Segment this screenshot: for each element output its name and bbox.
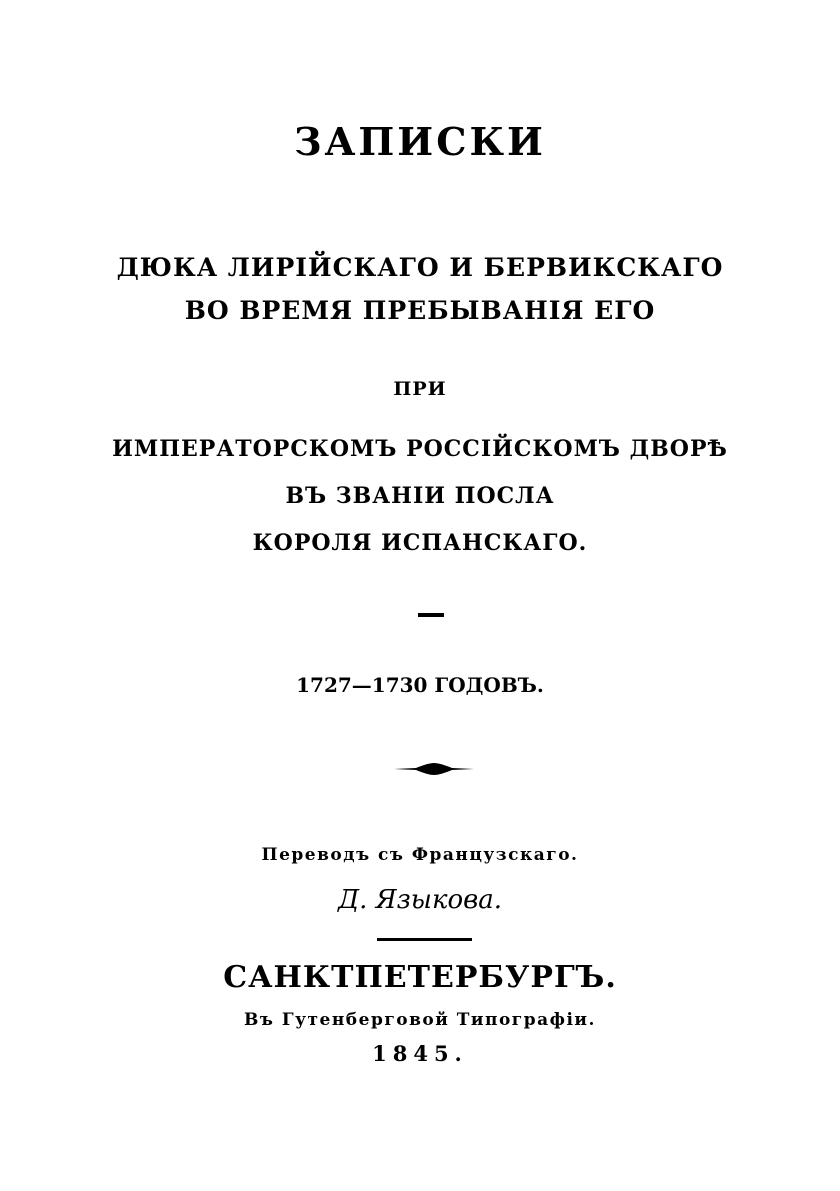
printing-house: Въ Гутенберговой Типографіи.: [244, 1010, 596, 1030]
publication-city: САНКТПЕТЕРБУРГЪ.: [223, 960, 617, 995]
subtitle-line-2: ВО ВРЕМЯ ПРЕБЫВАНІЯ ЕГО: [184, 296, 656, 325]
publication-year: 1845.: [372, 1041, 468, 1066]
court-line-3: КОРОЛЯ ИСПАНСКАГО.: [252, 530, 588, 556]
long-rule-divider: [377, 938, 472, 941]
translation-note: Переводъ съ Французскаго.: [261, 845, 579, 865]
years-line: 1727—1730 ГОДОВЪ.: [296, 673, 544, 697]
translator-name: Д. Языкова.: [337, 885, 503, 915]
short-rule-divider: [418, 613, 444, 617]
subtitle-line-1: ДЮКА ЛИРІЙСКАГО И БЕРВИКСКАГО: [116, 253, 724, 282]
court-line-1: ИМПЕРАТОРСКОМЪ РОССІЙСКОМЪ ДВОРѢ: [112, 436, 728, 462]
ornamental-rule-divider: [394, 763, 474, 775]
court-line-2: ВЪ ЗВАНІИ ПОСЛА: [285, 483, 555, 509]
book-title: ЗАПИСКИ: [294, 119, 546, 164]
preposition-line: ПРИ: [393, 378, 447, 400]
